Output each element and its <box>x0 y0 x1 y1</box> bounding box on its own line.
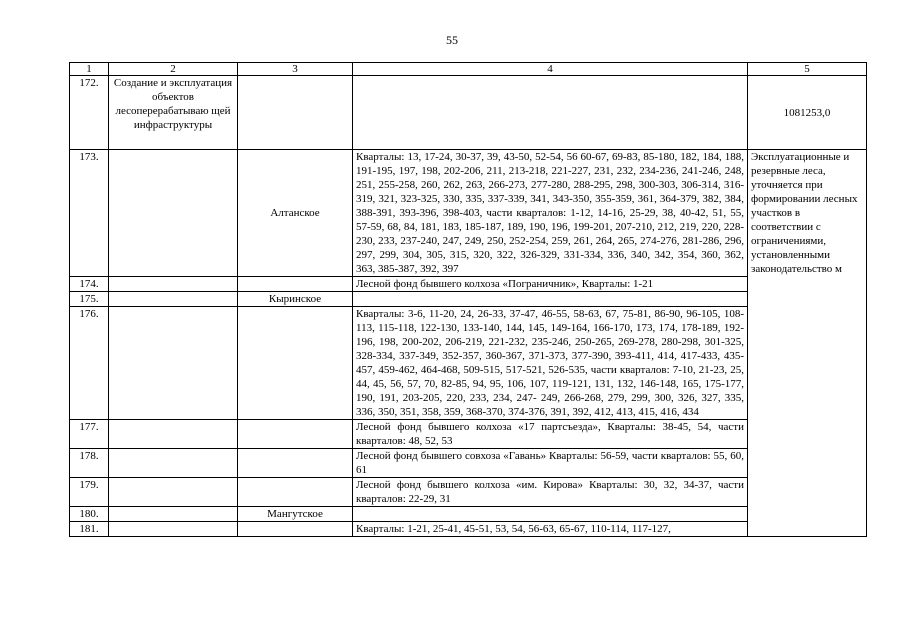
row-number: 172. <box>70 76 109 150</box>
table-row <box>70 522 867 537</box>
table-row <box>70 292 867 307</box>
forestry-cell <box>238 307 353 420</box>
forestry-cell <box>238 478 353 507</box>
quarters-cell: Лесной фонд бывшего совхоза «Гавань» Кварталы: 56-59, части кварталов: 55, 60, 61 <box>353 449 748 478</box>
forestry-cell <box>238 449 353 478</box>
table-row <box>70 150 867 277</box>
purpose-cell <box>109 277 238 292</box>
forestry-cell <box>238 76 353 150</box>
quarters-cell: Кварталы: 13, 17-24, 30-37, 39, 43-50, 52-54, 56 60-67, 69-83, 85-180, 182, 184, 188, 191-195, 197, 198, 202-206, 211, 213-218, 221-227, 231, 232, 234-236, 241-246, 248, 251, 255-258, 260, 262, 263, 266-273, 277-280, 288-295, 298, 300-303, 306-314, 316-319, 321, 323-325, 330, 335, 337-339, 341, 343-350, 355-359, 361, 364-379, 382, 384, 388-391, 393-396, 398-403, части кварталов: 1-12, 14-16, 25-29, 38, 40-42, 51, 55, 57-59, 68, 84, 181, 183, 185-187, 189, 190, 196, 199-201, 207-210, 212, 219, 220, 228-230, 233, 237-240, 247, 249, 250, 252-254, 259, 261, 264, 265, 274-276, 281-286, 296, 297, 299, 304, 305, 315, 320, 322, 326-329, 331-334, 336, 340, 342, 354, 360, 362, 363, 385-387, 392, 397 <box>353 150 748 277</box>
quarters-cell: Лесной фонд бывшего колхоза «Пограничник», Кварталы: 1-21 <box>353 277 748 292</box>
column-header: 1 <box>70 63 109 76</box>
table-header-row <box>70 63 867 76</box>
row-number: 178. <box>70 449 109 478</box>
table-row <box>70 76 867 150</box>
purpose-cell <box>109 522 238 537</box>
table-row <box>70 307 867 420</box>
purpose-cell <box>109 478 238 507</box>
row-number: 173. <box>70 150 109 277</box>
purpose-cell <box>109 307 238 420</box>
column-header: 4 <box>353 63 748 76</box>
column-header: 3 <box>238 63 353 76</box>
row-number: 176. <box>70 307 109 420</box>
quarters-cell: Кварталы: 3-6, 11-20, 24, 26-33, 37-47, 46-55, 58-63, 67, 75-81, 86-90, 96-105, 108-113, 115-118, 122-130, 133-140, 144, 145, 149-164, 166-170, 173, 174, 178-189, 192-196, 198, 200-202, 206-219, 221-232, 235-246, 250-265, 269-278, 280-298, 301-325, 328-334, 337-349, 352-357, 360-367, 371-373, 377-390, 393-411, 414, 417-433, 435-457, 459-462, 464-468, 509-515, 517-521, 526-535, части кварталов: 7-10, 21-23, 25, 44, 45, 56, 57, 70, 82-85, 94, 95, 106, 107, 119-121, 131, 132, 146-148, 165, 175-177, 190, 191, 203-205, 220, 233, 234, 247- 249, 266-268, 279, 299, 300, 326, 327, 335, 336, 350, 351, 358, 359, 368-370, 374-376, 391, 392, 412, 413, 415, 416, 434 <box>353 307 748 420</box>
table-row <box>70 420 867 449</box>
forestry-cell <box>238 522 353 537</box>
forestry-cell <box>238 420 353 449</box>
forestry-cell: Кыринское <box>238 292 353 307</box>
quarters-cell: Лесной фонд бывшего колхоза «им. Кирова» Кварталы: 30, 32, 34-37, части кварталов: 22-29, 31 <box>353 478 748 507</box>
purpose-cell <box>109 449 238 478</box>
column-header: 2 <box>109 63 238 76</box>
forestry-cell: Алтанское <box>238 150 353 277</box>
page-number: 55 <box>446 33 458 47</box>
row-number: 181. <box>70 522 109 537</box>
table-row <box>70 507 867 522</box>
quarters-cell <box>353 76 748 150</box>
quarters-cell <box>353 292 748 307</box>
table-row <box>70 478 867 507</box>
purpose-cell <box>109 150 238 277</box>
row-number: 179. <box>70 478 109 507</box>
purpose-cell <box>109 507 238 522</box>
area-cell: 1081253,0 <box>748 76 867 150</box>
quarters-cell: Кварталы: 1-21, 25-41, 45-51, 53, 54, 56-63, 65-67, 110-114, 117-127, <box>353 522 748 537</box>
forestry-table <box>69 62 867 537</box>
column-header: 5 <box>748 63 867 76</box>
table-row <box>70 449 867 478</box>
quarters-cell: Лесной фонд бывшего колхоза «17 партсъезда», Кварталы: 38-45, 54, части кварталов: 48, 52, 53 <box>353 420 748 449</box>
purpose-cell <box>109 292 238 307</box>
note-cell: Эксплуатационные и резервные леса, уточняется при формировании лесных участков в соответствии с ограничениями, установленными законодательство м <box>748 150 867 537</box>
purpose-cell <box>109 420 238 449</box>
forestry-cell <box>238 277 353 292</box>
row-number: 180. <box>70 507 109 522</box>
table-row <box>70 277 867 292</box>
row-number: 174. <box>70 277 109 292</box>
quarters-cell <box>353 507 748 522</box>
forestry-cell: Мангутское <box>238 507 353 522</box>
row-number: 177. <box>70 420 109 449</box>
row-number: 175. <box>70 292 109 307</box>
purpose-cell: Создание и эксплуатация объектов лесоперерабатываю щей инфраструктуры <box>109 76 238 150</box>
